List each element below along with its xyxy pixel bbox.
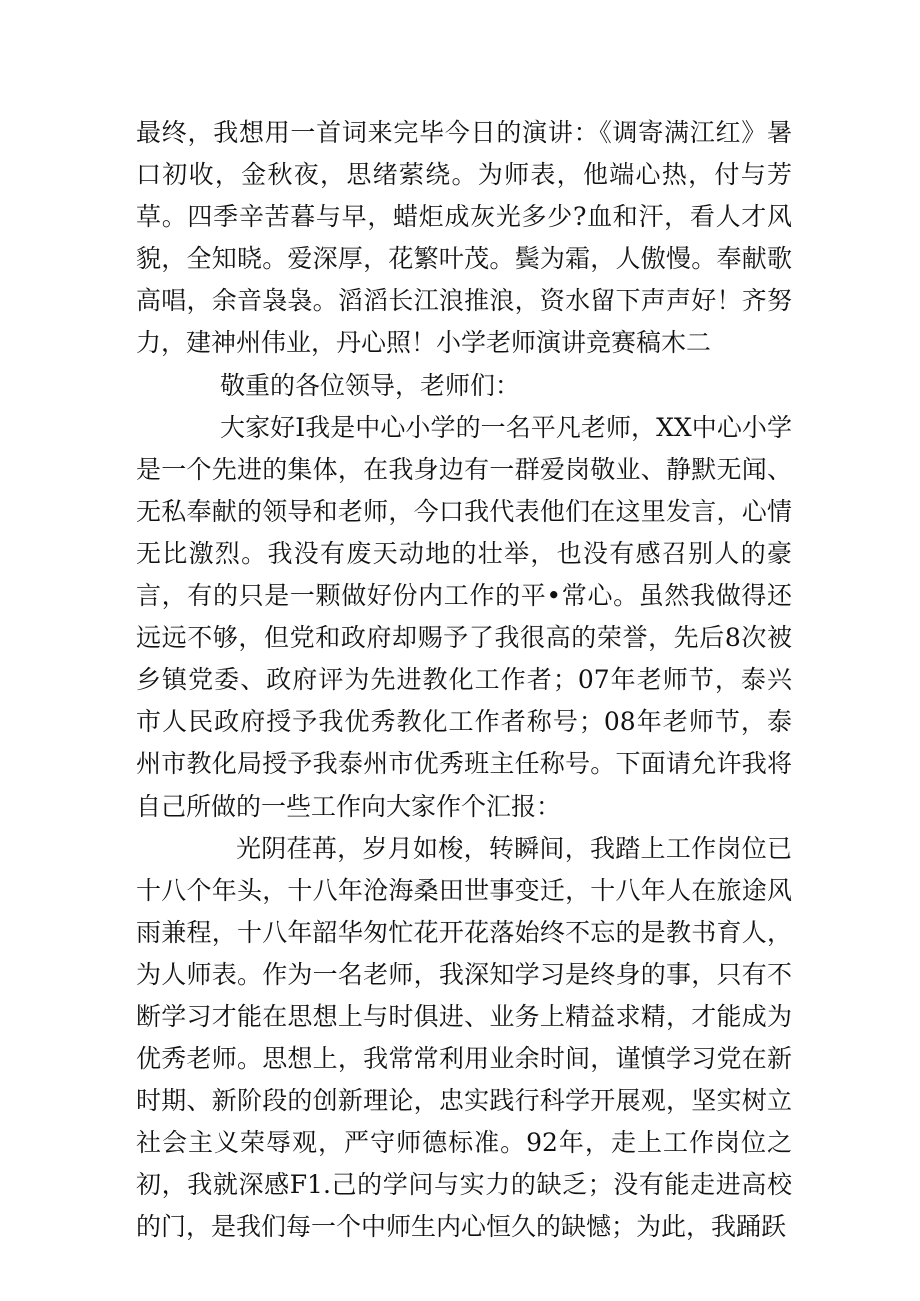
paragraph-introduction: 大家好I我是中心小学的一名平凡老师，XX中心小学是一个先进的集体，在我身边有一群爱岗敬业、静默无闻、无私奉献的领导和老师，今口我代表他们在这里发言，心情无比激烈。我没有废天动地的壮举，也没有感召别人的豪言，有的只是一颗做好份内工作的平•常心。虽然我做得还远远不够，但党和政府却赐予了我很高的荣誉，先后8次被乡镇党委、政府评为先进教化工作者；07年老师节，泰兴市人民政府授予我优秀教化工作者称号；08年老师节，泰州市教化局授予我泰州市优秀班主任称号。下面请允许我将自己所做的一些工作向大家作个汇报： — [136, 412, 792, 821]
document-body — [136, 112, 792, 1249]
paragraph-closing-poem: 最终，我想用一首词来完毕今日的演讲：《调寄满江红》暑口初收，金秋夜，思绪萦绕。为师表，他端心热，付与芳草。四季辛苦暮与早，蜡炬成灰光多少?血和汗，看人才风貌，全知晓。爱深厚，花繁叶茂。鬓为霜，人傲慢。奉献歌高唱，余音袅袅。滔滔长江浪推浪，资水留下声声好！齐努力，建神州伟业，丹心照！小学老师演讲竞赛稿木二 — [136, 118, 792, 358]
paragraph-salutation: 敬重的各位领导，老师们： — [220, 370, 521, 400]
paragraph-career: 光阴荏苒，岁月如梭，转瞬间，我踏上工作岗位已十八个年头，十八年沧海桑田世事变迁，十八年人在旅途风雨兼程，十八年韶华匆忙花开花落始终不忘的是教书育人，为人师表。作为一名老师，我深知学习是终身的事，只有不断学习才能在思想上与时俱进、业务上精益求精，才能成为优秀老师。思想上，我常常利用业余时间，谨慎学习党在新时期、新阶段的创新理论，忠实践行科学开展观，坚实树立社会主义荣辱观，严守师德标准。92年，走上工作岗位之初，我就深感F1.己的学问与实力的缺乏；没有能走进高校的门，是我们每一个中师生内心恒久的缺憾；为此，我踊跃 — [136, 833, 792, 1242]
